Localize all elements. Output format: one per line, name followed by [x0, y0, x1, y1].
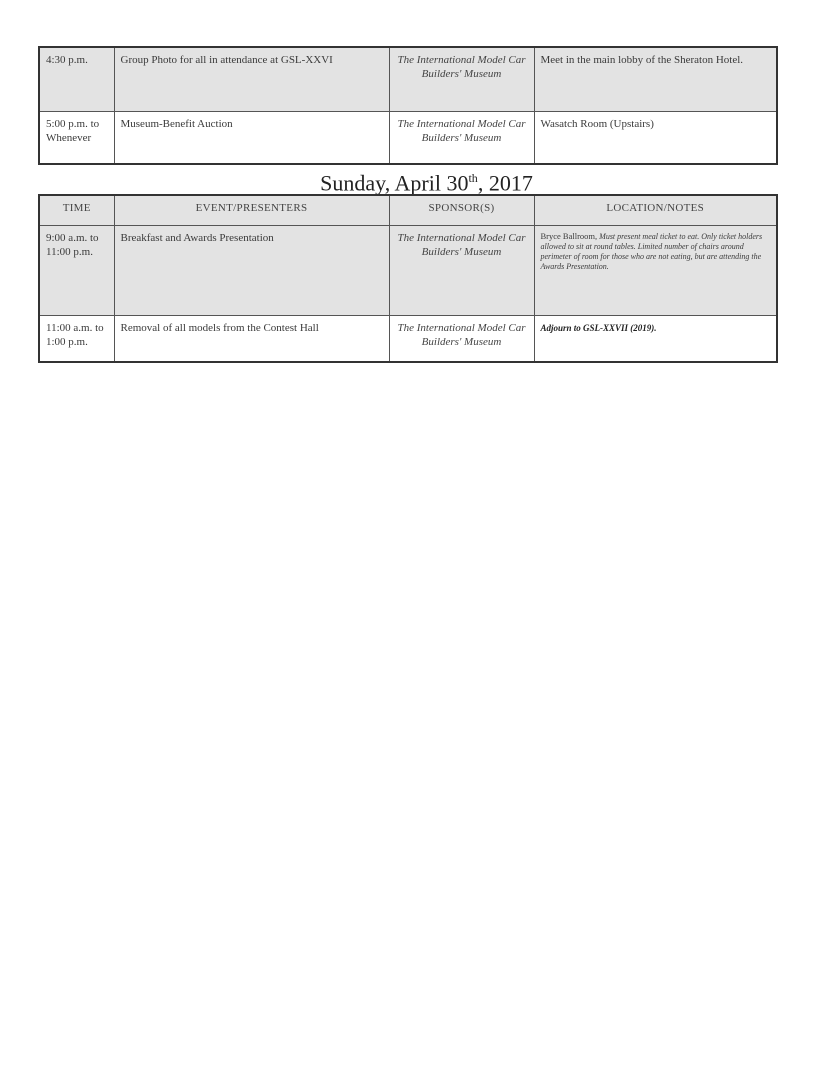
location-cell — [534, 316, 777, 363]
location-cell: Meet in the main lobby of the Sheraton Hotel. — [534, 47, 777, 112]
sponsor-cell: The International Model Car Builders' Museum — [389, 226, 534, 316]
location-cell — [534, 226, 777, 316]
sponsor-cell: The International Model Car Builders' Museum — [389, 112, 534, 165]
location-note: Must present meal ticket to eat. Only ticket holders allowed to sit at round tables. Limited number of chairs around perimeter of room for those who are not eating, but are attending the Awards Presentation. — [540, 232, 763, 271]
time-cell: 4:30 p.m. — [39, 47, 114, 112]
day-heading — [0, 164, 833, 197]
location-cell: Wasatch Room (Upstairs) — [534, 112, 777, 165]
time-cell: 5:00 p.m. to Whenever — [39, 112, 114, 165]
table-row — [39, 47, 777, 112]
column-header-location: LOCATION/NOTES — [534, 195, 777, 226]
sponsor-cell: The International Model Car Builders' Museum — [389, 47, 534, 112]
table-row — [39, 112, 777, 165]
header-row — [39, 195, 777, 226]
column-header-time: TIME — [39, 195, 114, 226]
event-cell: Removal of all models from the Contest Hall — [114, 316, 389, 363]
day-heading-year: , 2017 — [477, 170, 533, 196]
event-cell: Breakfast and Awards Presentation — [114, 226, 389, 316]
sponsor-cell: The International Model Car Builders' Museum — [389, 316, 534, 363]
column-header-event: EVENT/PRESENTERS — [114, 195, 389, 226]
location-lead: Bryce Ballroom, — [540, 231, 598, 241]
day-heading-date: Sunday, April 30 — [320, 170, 469, 196]
column-header-sponsor: SPONSOR(S) — [389, 195, 534, 226]
sunday-schedule-table — [38, 194, 778, 363]
event-cell: Museum-Benefit Auction — [114, 112, 389, 165]
table-row — [39, 226, 777, 316]
location-bold-note: Adjourn to GSL-XXVII (2019). — [540, 323, 657, 333]
day-heading-ordinal: th — [468, 171, 478, 185]
time-cell: 9:00 a.m. to 11:00 p.m. — [39, 226, 114, 316]
table-row — [39, 316, 777, 363]
time-cell: 11:00 a.m. to 1:00 p.m. — [39, 316, 114, 363]
saturday-schedule-table — [38, 46, 778, 165]
event-cell: Group Photo for all in attendance at GSL-XXVI — [114, 47, 389, 112]
